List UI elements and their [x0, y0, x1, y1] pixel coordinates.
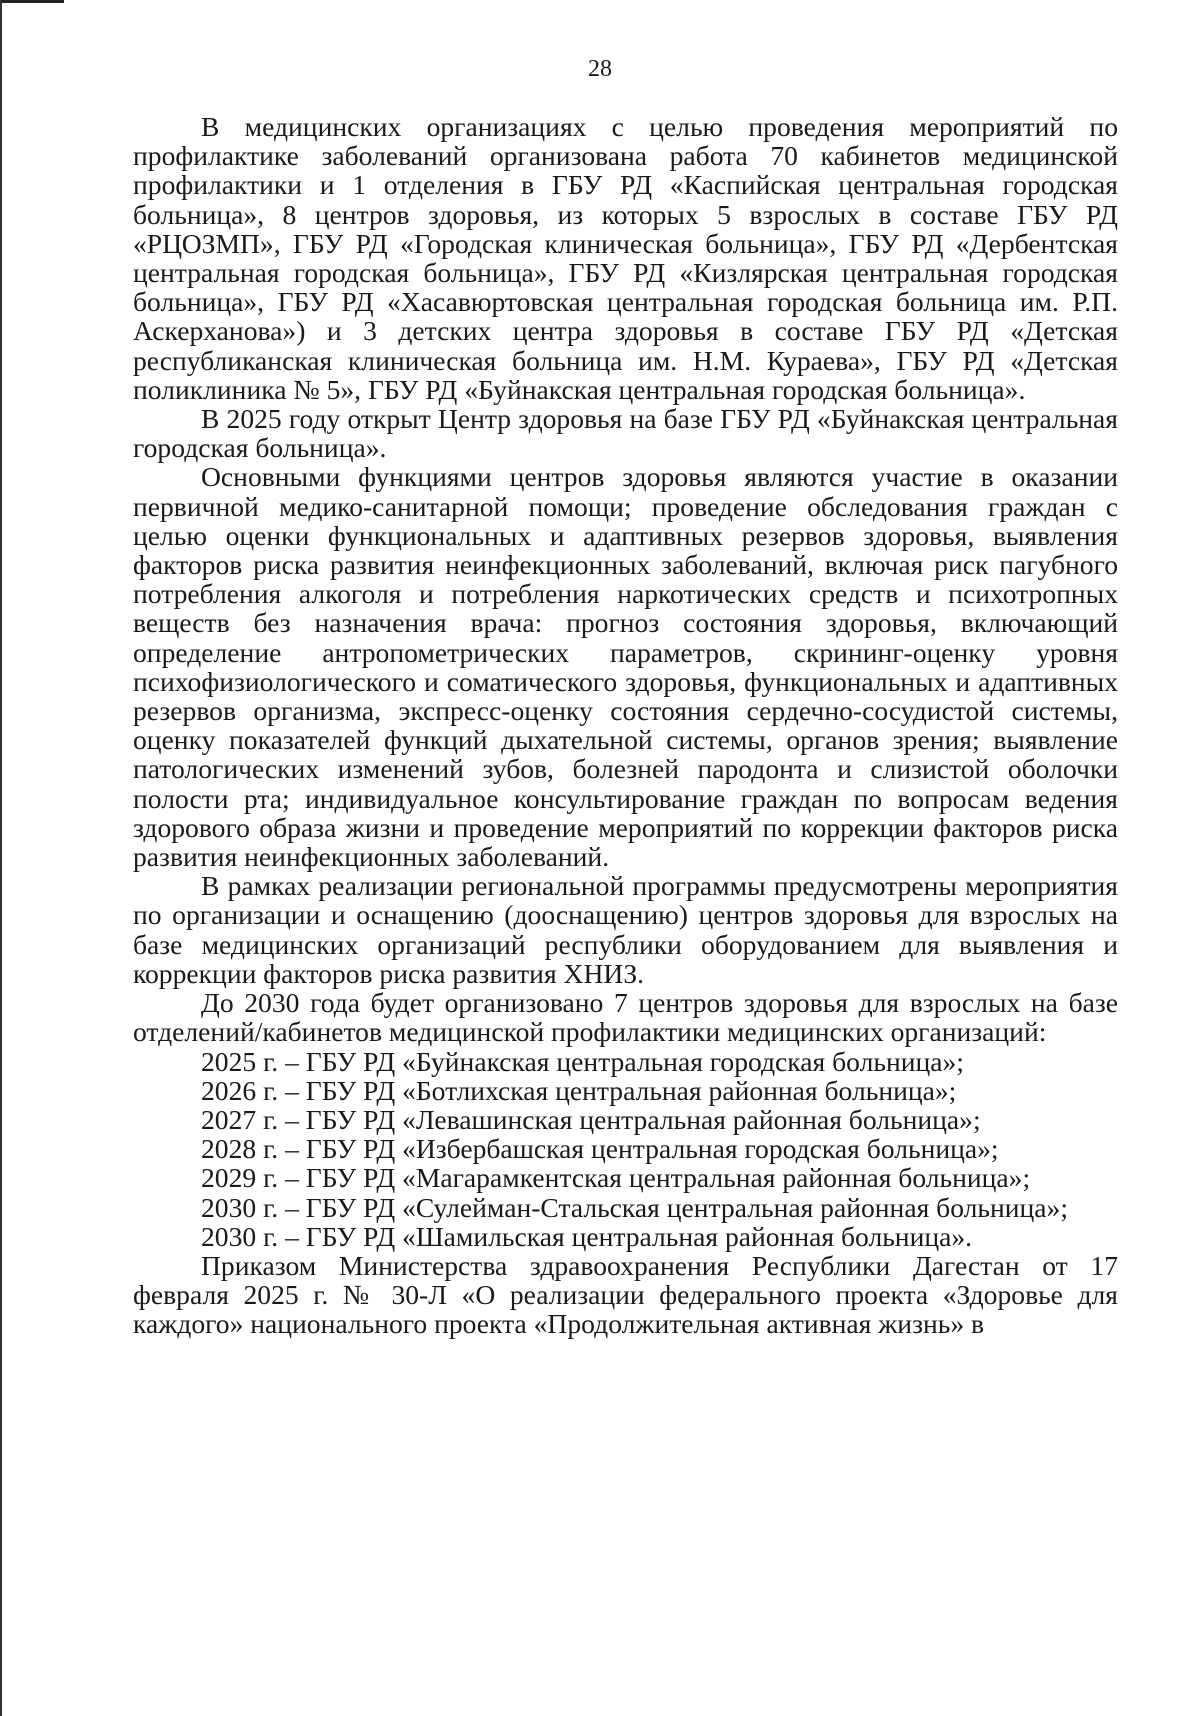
- schedule-item: 2030 г. – ГБУ РД «Сулейман-Стальская центральная районная больница»;: [201, 1191, 1068, 1223]
- schedule-item: 2026 г. – ГБУ РД «Ботлихская центральная районная больница»;: [201, 1074, 957, 1106]
- page-number: 28: [588, 56, 612, 82]
- paragraph-health-organizations: В медицинских организациях с целью проведения мероприятий по профилактике заболеваний организована работа 70 кабинетов медицинской профилактики и 1 отделения в ГБУ РД «Каспийская центральная городская больница», 8 центров здоровья, из которых 5 взрослых в составе ГБУ РД «РЦОЗМП», ГБУ РД «Городская клиническая больница», ГБУ РД «Дербентская центральная городская больница», ГБУ РД «Кизлярская центральная городская больница», ГБУ РД «Хасавюртовская центральная городская больница им. Р.П. Аскерханова») и 3 детских центра здоровья в составе ГБУ РД «Детская республиканская клиническая больница им. Н.М. Кураева», ГБУ РД «Детская поликлиника № 5», ГБУ РД «Буйнакская центральная городская больница».: [133, 111, 1118, 405]
- paragraph-new-center-2025: В 2025 году открыт Центр здоровья на базе ГБУ РД «Буйнакская центральная городская больница».: [133, 403, 1118, 464]
- paragraph-regional-program: В рамках реализации региональной программы предусмотрены мероприятия по организации и оснащению (дооснащению) центров здоровья для взрослых на базе медицинских организаций республики оборудованием для выявления и коррекции факторов риска развития ХНИЗ.: [133, 870, 1118, 989]
- scan-edge-left: [0, 0, 2, 1716]
- scan-edge-top: [0, 0, 64, 3]
- paragraph-ministry-order: Приказом Министерства здравоохранения Республики Дагестан от 17 февраля 2025 г. № 30-Л «О реализации федерального проекта «Здоровье для каждого» национального проекта «Продолжительная активная жизнь» в: [133, 1249, 1118, 1340]
- schedule-item: 2028 г. – ГБУ РД «Избербашская центральная городская больница»;: [201, 1133, 999, 1165]
- paragraph-center-functions: Основными функциями центров здоровья являются участие в оказании первичной медико-санитарной помощи; проведение обследования граждан с целью оценки функциональных и адаптивных резервов здоровья, выявления факторов риска развития неинфекционных заболеваний, включая риск пагубного потребления алкоголя и потребления наркотических средств и психотропных веществ без назначения врача: прогноз состояния здоровья, включающий определение антропометрических параметров, скрининг-оценку уровня психофизиологического и соматического здоровья, функциональных и адаптивных резервов организма, экспресс-оценку состояния сердечно-сосудистой системы, оценку показателей функций дыхательной системы, органов зрения; выявление патологических изменений зубов, болезней пародонта и слизистой оболочки полости рта; индивидуальное консультирование граждан по вопросам ведения здорового образа жизни и проведение мероприятий по коррекции факторов риска развития неинфекционных заболеваний.: [133, 461, 1118, 873]
- document-body: [133, 112, 1118, 1339]
- schedule-item: 2029 г. – ГБУ РД «Магарамкентская центральная районная больница»;: [201, 1162, 1031, 1194]
- schedule-list: [133, 1047, 1118, 1251]
- schedule-item: 2025 г. – ГБУ РД «Буйнакская центральная городская больница»;: [201, 1045, 964, 1077]
- schedule-item: 2027 г. – ГБУ РД «Левашинская центральная районная больница»;: [201, 1103, 981, 1135]
- paragraph-plan-2030: До 2030 года будет организовано 7 центров здоровья для взрослых на базе отделений/кабинетов медицинской профилактики медицинских организаций:: [133, 987, 1118, 1048]
- schedule-item: 2030 г. – ГБУ РД «Шамильская центральная районная больница».: [201, 1220, 973, 1252]
